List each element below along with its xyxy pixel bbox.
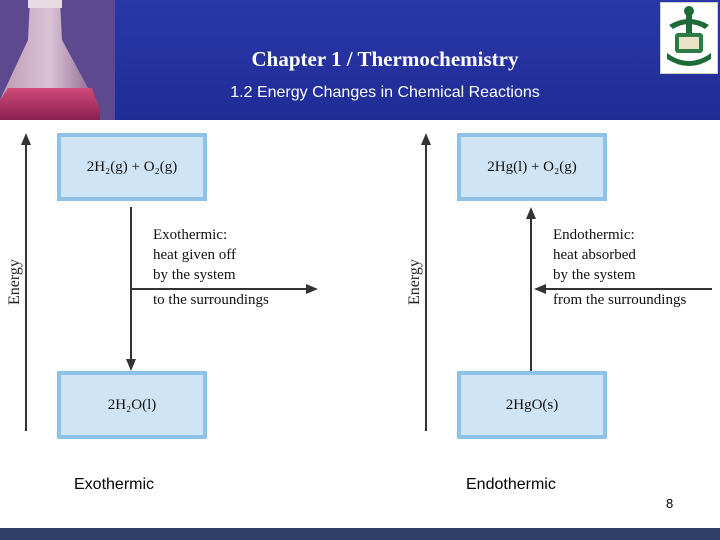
page-subtitle: 1.2 Energy Changes in Chemical Reactions <box>230 84 540 101</box>
energy-axis-label: Energy <box>406 259 423 305</box>
endothermic-caption: Endothermic <box>466 476 556 493</box>
description-line: by the system <box>553 267 636 283</box>
flask-image <box>0 0 115 120</box>
exothermic-description <box>153 225 269 310</box>
page-number: 8 <box>666 496 674 511</box>
description-line: from the surroundings <box>553 292 687 308</box>
products-formula: 2HgO(s) <box>505 396 559 413</box>
products-formula: 2H₂O(l) <box>107 396 157 413</box>
university-logo <box>660 2 718 74</box>
logo-emblem-icon <box>661 3 717 73</box>
description-line: Endothermic: <box>553 227 635 243</box>
description-line: Exothermic: <box>153 227 228 243</box>
reactants-formula: 2Hg(l) + O₂(g) <box>487 158 577 175</box>
reactants-box <box>457 133 607 201</box>
endothermic-description <box>553 225 686 310</box>
reactants-formula: 2H₂(g) + O₂(g) <box>86 158 178 175</box>
exothermic-diagram <box>0 125 320 445</box>
description-line: heat given off <box>153 247 237 263</box>
exothermic-caption: Exothermic <box>74 476 155 493</box>
reactants-box <box>57 133 207 201</box>
endothermic-diagram <box>400 125 720 445</box>
footer-bar <box>0 528 720 540</box>
description-line: to the surroundings <box>153 292 269 308</box>
products-box <box>457 371 607 439</box>
page-title: Chapter 1 / Thermochemistry <box>251 47 519 71</box>
slide-header <box>0 0 720 120</box>
energy-axis-label: Energy <box>6 259 23 305</box>
products-box <box>57 371 207 439</box>
description-line: by the system <box>153 267 236 283</box>
description-line: heat absorbed <box>553 247 636 263</box>
